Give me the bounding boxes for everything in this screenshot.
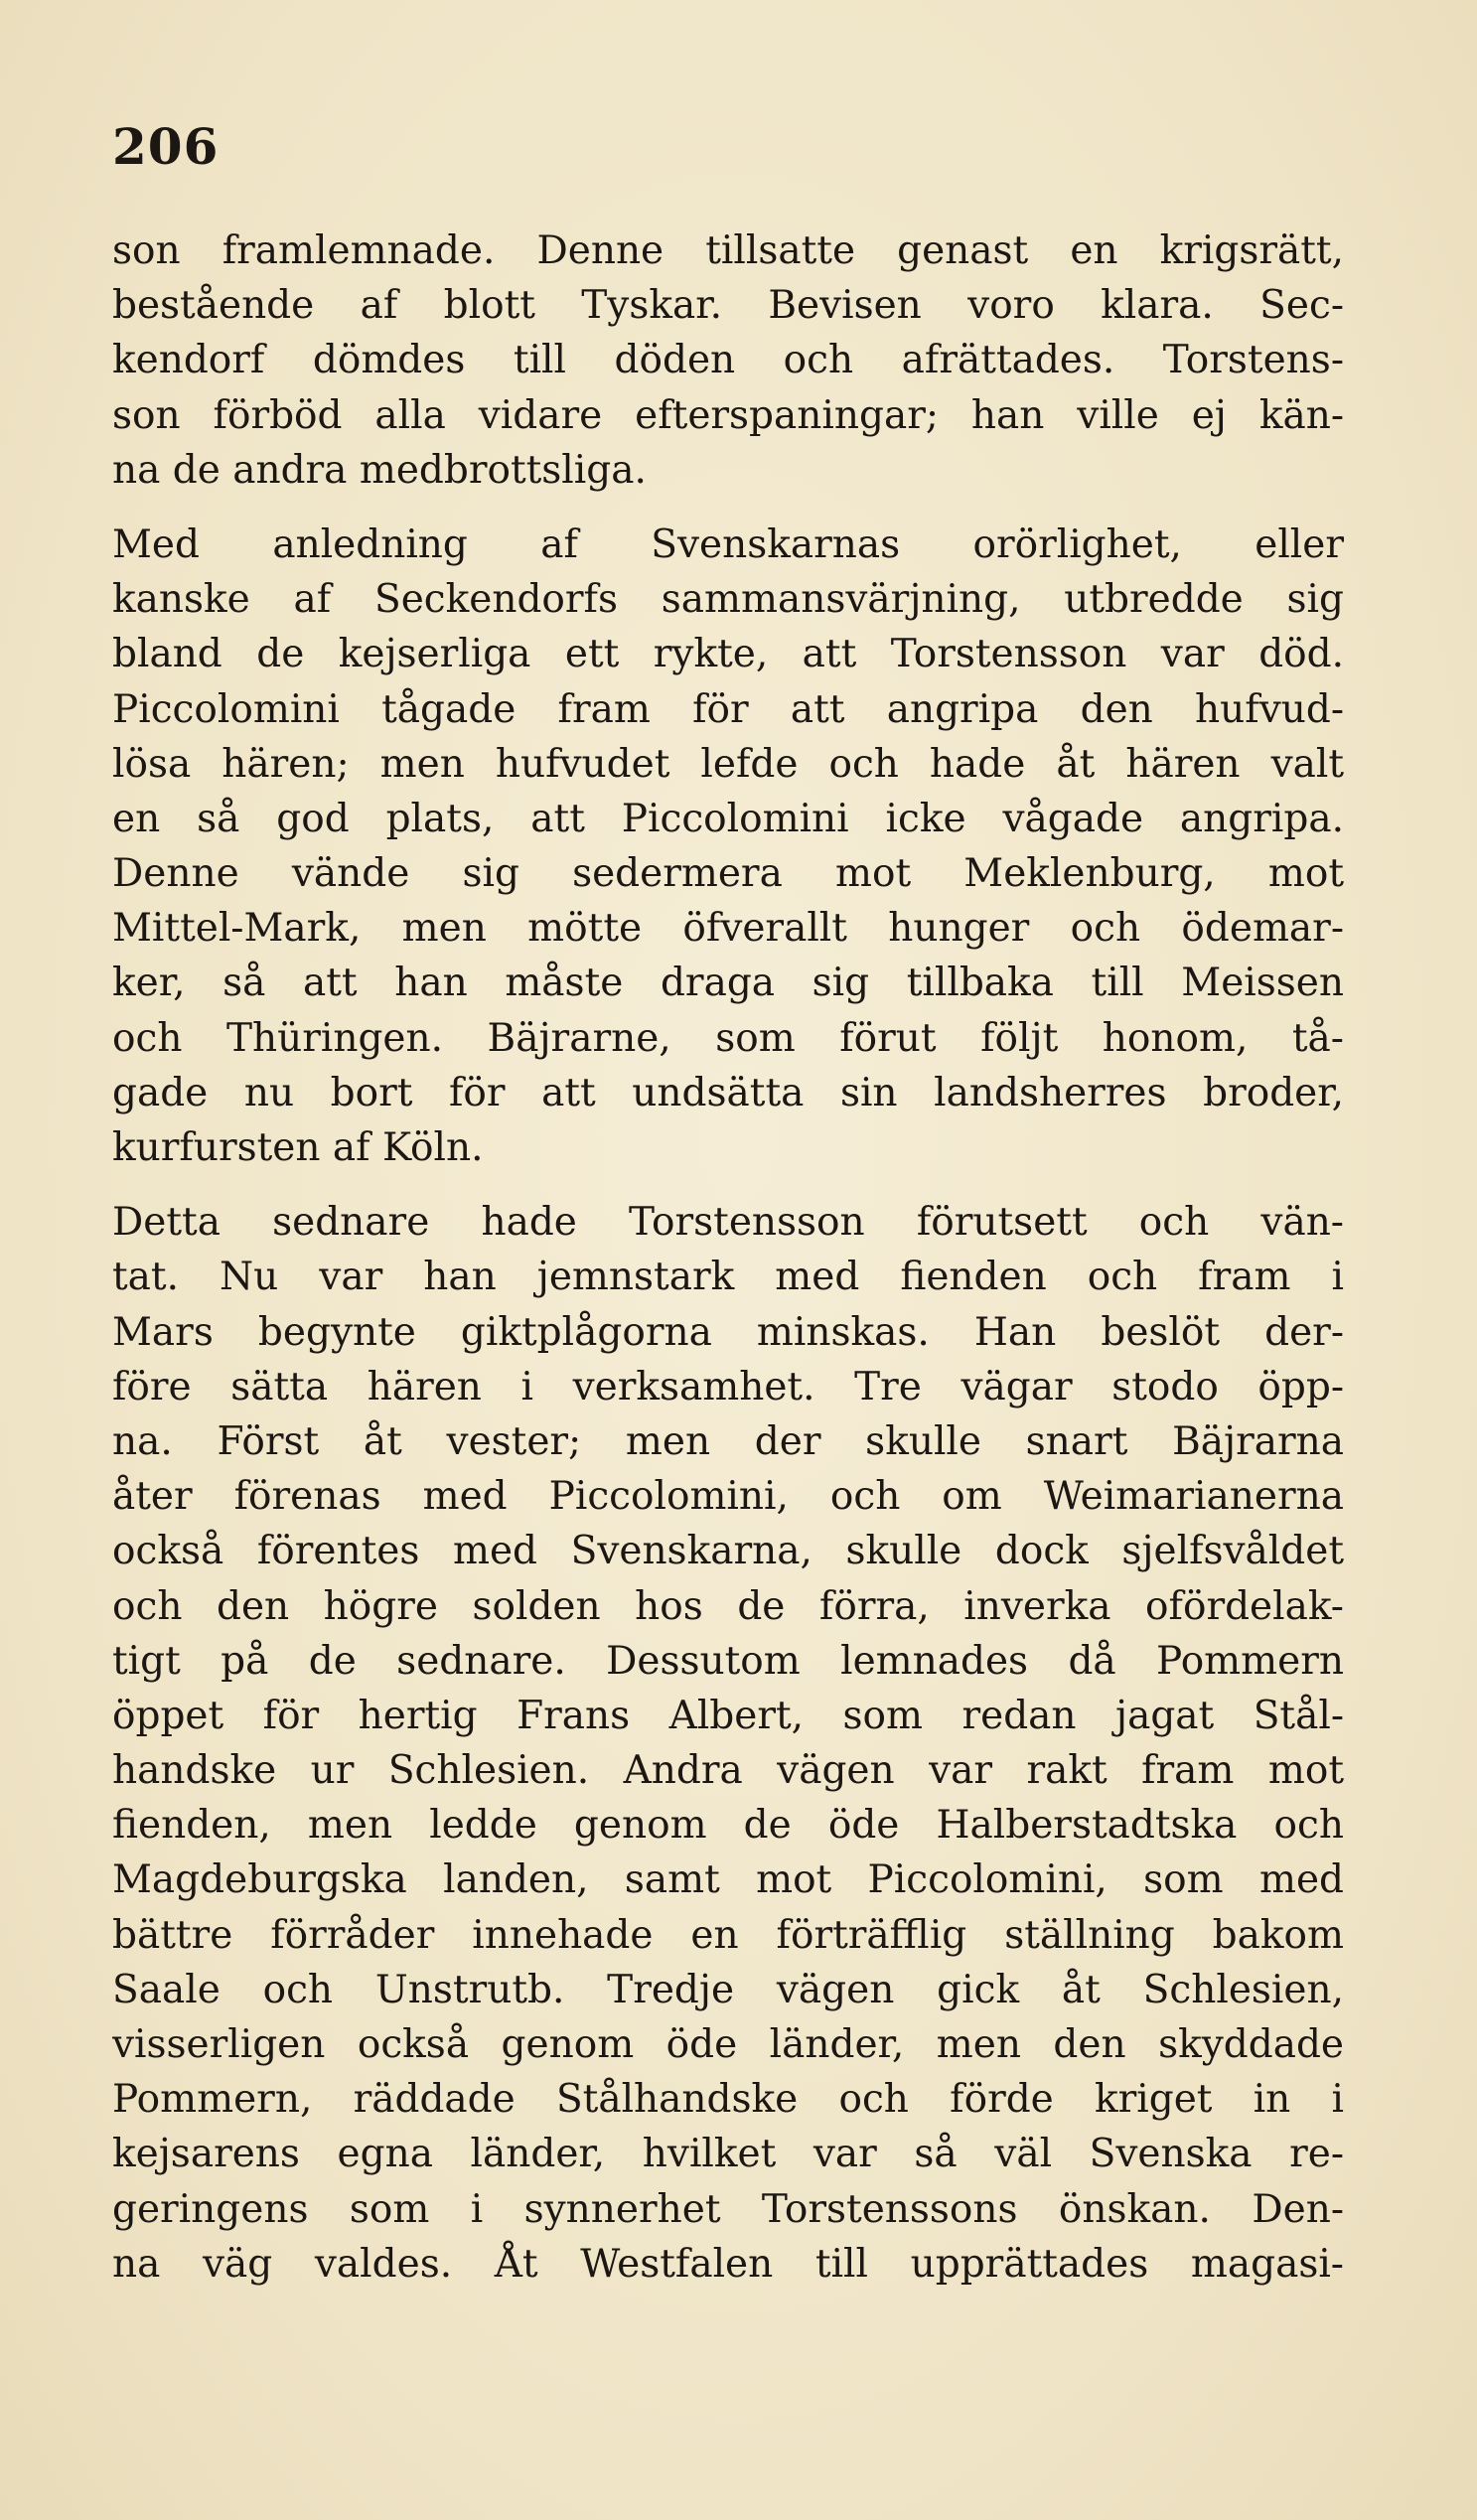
text-line: Pommern, räddade Stålhandske och förde kriget in i: [112, 2077, 1344, 2123]
text-line: bland de kejserliga ett rykte, att Torstensson var död.: [112, 632, 1344, 677]
text-line: handske ur Schlesien. Andra vägen var rakt fram mot: [112, 1748, 1344, 1794]
text-line: bestående af blott Tyskar. Bevisen voro klara. Sec-: [112, 283, 1344, 329]
text-line: Detta sednare hade Torstensson förutsett och vän-: [112, 1200, 1344, 1246]
paragraph-1: [112, 223, 1344, 498]
text-line: Mars begynte giktplågorna minskas. Han beslöt der-: [112, 1309, 1344, 1355]
text-line: gade nu bort för att undsätta sin landsherres broder,: [112, 1070, 1344, 1115]
text-line: Mittel-Mark, men mötte öfverallt hunger och ödemar-: [112, 906, 1344, 952]
text-line: och Thüringen. Bäjrarne, som förut följt honom, tå-: [112, 1015, 1344, 1061]
text-line: bättre förråder innehade en förträfflig ställning bakom: [112, 1912, 1344, 1958]
text-line: tigt på de sednare. Dessutom lemnades då Pommern: [112, 1638, 1344, 1684]
text-line: före sätta hären i verksamhet. Tre vägar stodo öpp-: [112, 1364, 1344, 1409]
text-line: en så god plats, att Piccolomini icke vågade angripa.: [112, 796, 1344, 841]
text-line: kejsarens egna länder, hvilket var så väl Svenska re-: [112, 2132, 1344, 2177]
text-line: också förentes med Svenskarna, skulle dock sjelfsvåldet: [112, 1529, 1344, 1574]
text-line: kanske af Seckendorfs sammansvärjning, utbredde sig: [112, 577, 1344, 623]
text-line: tat. Nu var han jemnstark med fienden och fram i: [112, 1255, 1344, 1300]
text-line: geringens som i synnerhet Torstenssons önskan. Den-: [112, 2186, 1344, 2232]
paragraph-gap: [112, 498, 1344, 518]
text-line: Magdeburgska landen, samt mot Piccolomini, som med: [112, 1857, 1344, 1903]
text-line: na de andra medbrottsliga.: [112, 447, 647, 493]
body-text: [112, 223, 1344, 2292]
text-line: öppet för hertig Frans Albert, som redan jagat Stål-: [112, 1693, 1344, 1738]
text-line: lösa hären; men hufvudet lefde och hade åt hären valt: [112, 741, 1344, 787]
paragraph-gap: [112, 1175, 1344, 1195]
text-line: ker, så att han måste draga sig tillbaka till Meissen: [112, 961, 1344, 1006]
text-line: åter förenas med Piccolomini, och om Weimarianerna: [112, 1474, 1344, 1520]
text-line: son förböd alla vidare efterspaningar; han ville ej kän-: [112, 392, 1344, 438]
text-line: son framlemnade. Denne tillsatte genast en krigsrätt,: [112, 228, 1344, 273]
text-line: visserligen också genom öde länder, men den skyddade: [112, 2022, 1344, 2067]
text-line: och den högre solden hos de förra, inverka ofördelak-: [112, 1583, 1344, 1629]
text-line: kurfursten af Köln.: [112, 1125, 484, 1170]
text-line: Piccolomini tågade fram för att angripa den hufvud-: [112, 686, 1344, 732]
text-line: fienden, men ledde genom de öde Halberstadtska och: [112, 1803, 1344, 1849]
page-number: 206: [112, 117, 220, 176]
paragraph-2: [112, 518, 1344, 1175]
text-line: Med anledning af Svenskarnas orörlighet, eller: [112, 521, 1344, 567]
text-line: Saale och Unstrutb. Tredje vägen gick åt Schlesien,: [112, 1967, 1344, 2012]
text-line: kendorf dömdes till döden och afrättades. Torstens-: [112, 338, 1344, 383]
text-line: na väg valdes. Åt Westfalen till upprättades magasi-: [112, 2241, 1344, 2287]
text-line: na. Först åt vester; men der skulle snart Bäjrarna: [112, 1418, 1344, 1464]
text-line: Denne vände sig sedermera mot Meklenburg, mot: [112, 851, 1344, 897]
paragraph-3: [112, 1195, 1344, 2292]
